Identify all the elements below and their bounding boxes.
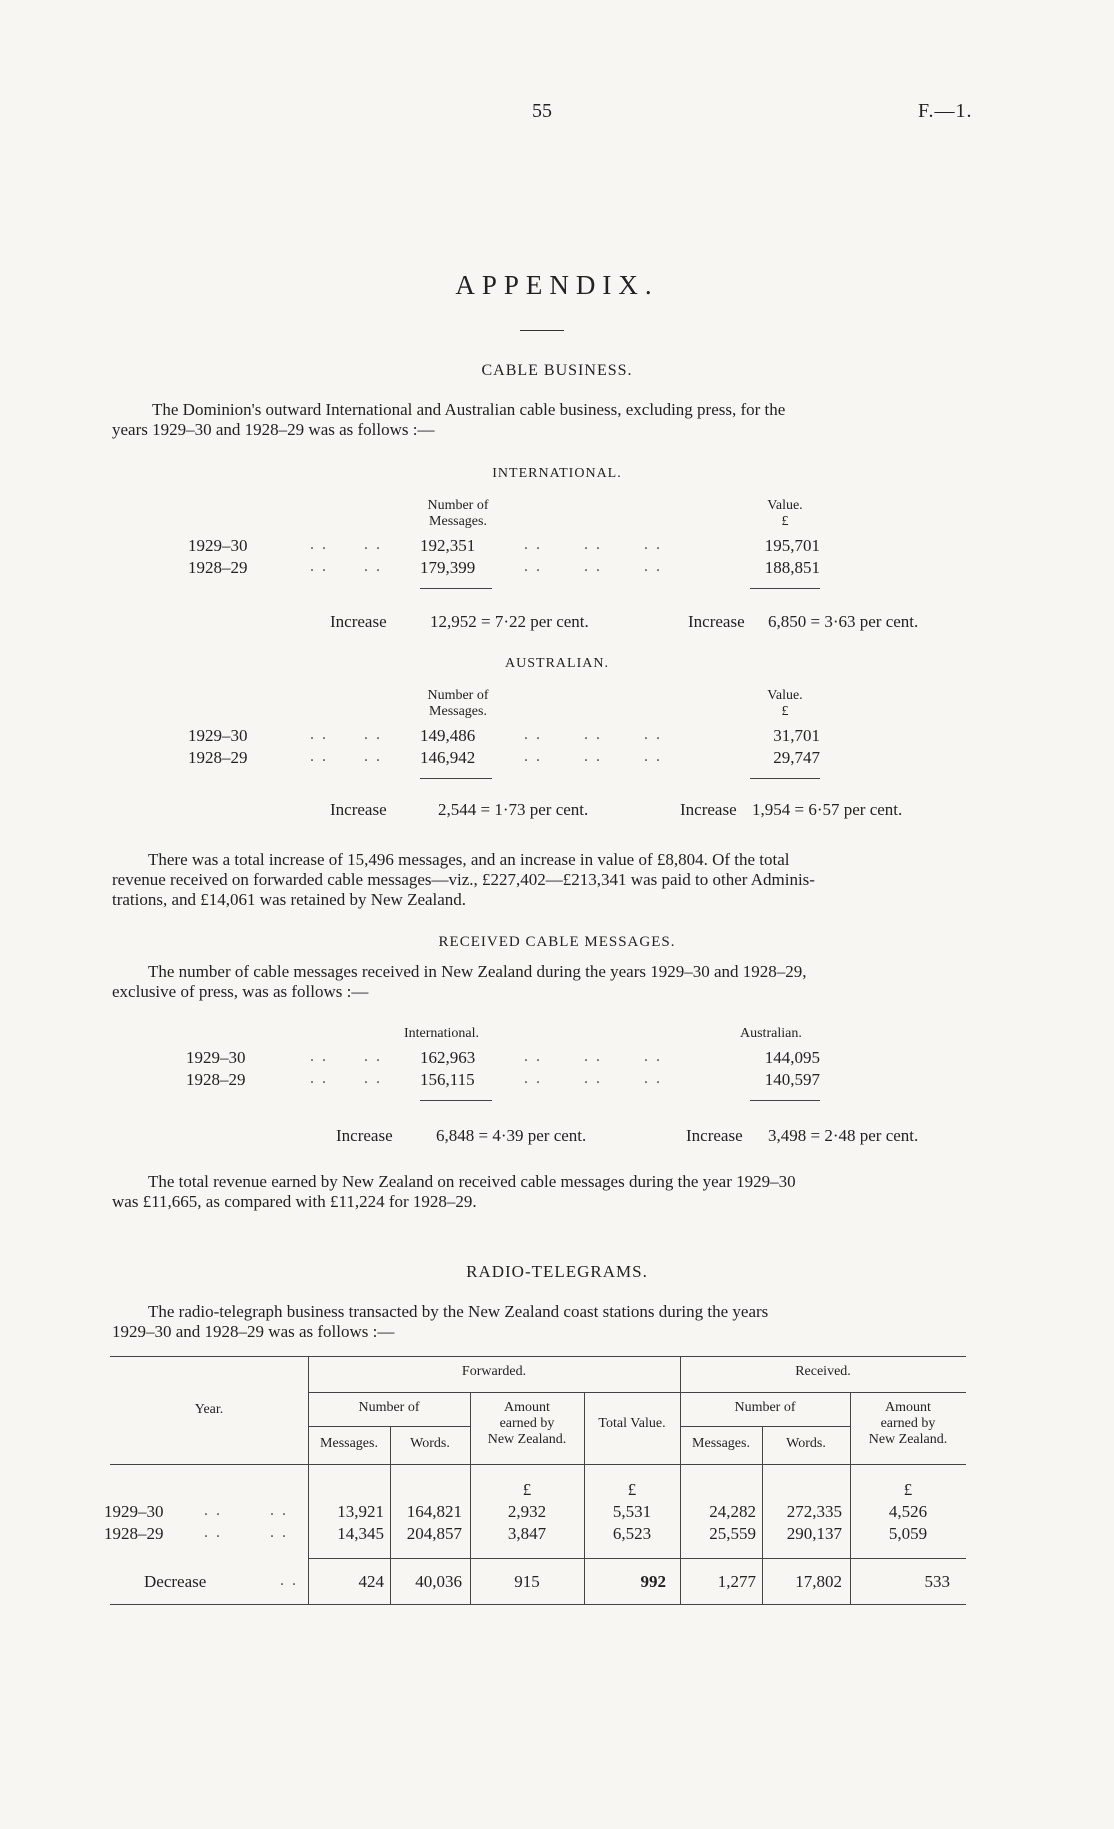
aus-messages-header-1: Number of	[427, 688, 489, 703]
leader-dots: . . . .	[204, 1524, 288, 1541]
table-group-rule	[308, 1392, 966, 1393]
fwd-amount-header-2: earned by	[499, 1416, 555, 1431]
leader-dots: . . . .	[310, 726, 382, 743]
intl-increase-value-label: Increase	[688, 612, 745, 631]
table-top-rule	[110, 1356, 966, 1357]
leader-dots: . . . . . .	[524, 748, 662, 765]
radio-row-1-rcv-words: 272,335	[786, 1502, 842, 1521]
sum-rule	[750, 1100, 820, 1101]
aus-value-header-1: Value.	[767, 688, 803, 703]
radio-heading: RADIO-TELEGRAMS.	[466, 1262, 648, 1281]
sum-rule	[750, 588, 820, 589]
intl-increase-label: Increase	[330, 612, 387, 631]
decrease-rcv-words: 17,802	[795, 1572, 842, 1591]
fwd-words-header: Words.	[410, 1436, 450, 1451]
total-increase-line-2: revenue received on forwarded cable messages—viz., £227,402—£213,341 was paid to other Adminis-	[112, 870, 815, 889]
table-header-year: Year.	[194, 1402, 224, 1417]
aus-row-1-year: 1929–30	[188, 726, 248, 745]
table-sum-rule	[308, 1558, 966, 1559]
cable-business-heading: CABLE BUSINESS.	[481, 362, 633, 379]
rcv-amount-currency: £	[903, 1480, 913, 1499]
received-increase-aus-label: Increase	[686, 1126, 743, 1145]
radio-row-1-rcv-amount: 4,526	[888, 1502, 928, 1521]
leader-dots: . . . . . .	[524, 1048, 662, 1065]
rcv-amount-header-3: New Zealand.	[868, 1432, 948, 1447]
received-intro-line-1: The number of cable messages received in New Zealand during the years 1929–30 and 1928–29,	[148, 962, 807, 981]
total-increase-line-1: There was a total increase of 15,496 messages, and an increase in value of £8,804. Of the total	[148, 850, 790, 869]
leader-dots: . . . . . .	[524, 1070, 662, 1087]
document-code: F.—1.	[918, 100, 973, 122]
intl-row-2-value: 188,851	[764, 558, 820, 577]
received-increase-label: Increase	[336, 1126, 393, 1145]
leader-dots: . . . .	[310, 558, 382, 575]
table-header-bottom-rule	[110, 1464, 966, 1465]
aus-row-2-year: 1928–29	[188, 748, 248, 767]
aus-increase-value-label: Increase	[680, 800, 737, 819]
leader-dots: . . . . . .	[524, 726, 662, 743]
received-revenue-line-2: was £11,665, as compared with £11,224 for 1928–29.	[112, 1192, 477, 1211]
radio-row-1-total: 5,531	[612, 1502, 652, 1521]
total-currency: £	[627, 1480, 637, 1499]
table-subhead-rule	[680, 1426, 850, 1427]
fwd-amount-currency: £	[522, 1480, 532, 1499]
radio-row-1-fwd-amount: 2,932	[507, 1502, 547, 1521]
radio-row-2-rcv-words: 290,137	[786, 1524, 842, 1543]
leader-dots: . . . . . .	[524, 536, 662, 553]
leader-dots: . . . .	[310, 1070, 382, 1087]
table-header-forwarded: Forwarded.	[461, 1364, 527, 1379]
aus-row-1-messages: 149,486	[420, 726, 476, 745]
intl-value-header-1: Value.	[767, 498, 803, 513]
total-increase-line-3: trations, and £14,061 was retained by New Zealand.	[112, 890, 467, 909]
fwd-amount-header-1: Amount	[504, 1400, 550, 1415]
received-row-1-aus: 144,095	[764, 1048, 820, 1067]
sum-rule	[750, 778, 820, 779]
decrease-fwd-amount: 915	[514, 1572, 540, 1591]
leader-dots: . . . .	[310, 1048, 382, 1065]
received-intl-header: International.	[404, 1026, 480, 1041]
radio-row-2-rcv-amount: 5,059	[888, 1524, 928, 1543]
appendix-title: APPENDIX.	[455, 270, 659, 300]
radio-row-1-fwd-messages: 13,921	[337, 1502, 384, 1521]
received-increase-aus: 3,498 = 2·48 per cent.	[768, 1126, 919, 1145]
radio-row-2-fwd-words: 204,857	[406, 1524, 462, 1543]
decrease-total: 992	[640, 1572, 666, 1591]
intl-row-1-year: 1929–30	[188, 536, 248, 555]
radio-row-2-fwd-amount: 3,847	[507, 1524, 547, 1543]
leader-dots: . . . . . .	[524, 558, 662, 575]
intl-messages-header-1: Number of	[427, 498, 489, 513]
intl-value-header-2: £	[781, 514, 789, 529]
received-intro-line-2: exclusive of press, was as follows :—	[112, 982, 369, 1001]
radio-row-1-year: 1929–30	[104, 1502, 164, 1521]
table-vline	[680, 1356, 681, 1604]
radio-row-1-rcv-messages: 24,282	[709, 1502, 756, 1521]
leader-dots: . .	[280, 1572, 298, 1589]
sum-rule	[420, 588, 492, 589]
page-number: 55	[532, 100, 552, 122]
received-aus-header: Australian.	[740, 1026, 802, 1041]
decrease-rcv-amount: 533	[924, 1572, 950, 1591]
radio-intro-line-2: 1929–30 and 1928–29 was as follows :—	[112, 1322, 395, 1341]
leader-dots: . . . .	[204, 1502, 288, 1519]
aus-row-2-messages: 146,942	[420, 748, 476, 767]
received-row-1-intl: 162,963	[420, 1048, 476, 1067]
decrease-label: Decrease	[144, 1572, 207, 1591]
cable-intro-line-2: years 1929–30 and 1928–29 was as follows :—	[112, 420, 435, 439]
received-revenue-line-1: The total revenue earned by New Zealand on received cable messages during the year 1929–30	[148, 1172, 796, 1191]
aus-row-2-value: 29,747	[773, 748, 820, 767]
received-increase-intl: 6,848 = 4·39 per cent.	[436, 1126, 587, 1145]
radio-row-2-total: 6,523	[612, 1524, 652, 1543]
radio-row-2-year: 1928–29	[104, 1524, 164, 1543]
received-row-2-aus: 140,597	[764, 1070, 820, 1089]
aus-increase-label: Increase	[330, 800, 387, 819]
intl-row-2-year: 1928–29	[188, 558, 248, 577]
sum-rule	[420, 778, 492, 779]
rcv-number-of-header: Number of	[734, 1400, 796, 1415]
rcv-words-header: Words.	[786, 1436, 826, 1451]
aus-row-1-value: 31,701	[773, 726, 820, 745]
received-heading: RECEIVED CABLE MESSAGES.	[438, 934, 676, 950]
aus-messages-header-2: Messages.	[429, 704, 487, 719]
table-bottom-rule	[110, 1604, 966, 1605]
rcv-amount-header-1: Amount	[885, 1400, 931, 1415]
intl-row-2-messages: 179,399	[420, 558, 476, 577]
intl-row-1-value: 195,701	[764, 536, 820, 555]
radio-row-1-fwd-words: 164,821	[406, 1502, 462, 1521]
received-row-2-year: 1928–29	[186, 1070, 246, 1089]
aus-value-header-2: £	[781, 704, 789, 719]
table-header-received: Received.	[795, 1364, 851, 1379]
title-divider	[520, 330, 564, 331]
decrease-rcv-messages: 1,277	[717, 1572, 756, 1591]
sum-rule	[420, 1100, 492, 1101]
international-heading: INTERNATIONAL.	[492, 466, 622, 481]
table-subhead-rule	[308, 1426, 470, 1427]
decrease-fwd-words: 40,036	[415, 1572, 462, 1591]
australian-heading: AUSTRALIAN.	[505, 656, 609, 671]
leader-dots: . . . .	[310, 748, 382, 765]
intl-row-1-messages: 192,351	[420, 536, 476, 555]
rcv-amount-header-2: earned by	[880, 1416, 936, 1431]
aus-increase-value: 1,954 = 6·57 per cent.	[752, 800, 903, 819]
intl-messages-header-2: Messages.	[429, 514, 487, 529]
total-value-header: Total Value.	[598, 1416, 666, 1431]
leader-dots: . . . .	[310, 536, 382, 553]
aus-increase-messages: 2,544 = 1·73 per cent.	[438, 800, 589, 819]
radio-row-2-fwd-messages: 14,345	[337, 1524, 384, 1543]
intl-increase-value: 6,850 = 3·63 per cent.	[768, 612, 919, 631]
intl-increase-messages: 12,952 = 7·22 per cent.	[430, 612, 589, 631]
rcv-messages-header: Messages.	[692, 1436, 750, 1451]
table-vline	[308, 1356, 309, 1604]
fwd-number-of-header: Number of	[358, 1400, 420, 1415]
fwd-messages-header: Messages.	[320, 1436, 378, 1451]
radio-row-2-rcv-messages: 25,559	[709, 1524, 756, 1543]
received-row-2-intl: 156,115	[420, 1070, 475, 1089]
radio-intro-line-1: The radio-telegraph business transacted by the New Zealand coast stations during the years	[148, 1302, 769, 1321]
fwd-amount-header-3: New Zealand.	[487, 1432, 567, 1447]
decrease-fwd-messages: 424	[358, 1572, 384, 1591]
cable-intro-line-1: The Dominion's outward International and Australian cable business, excluding press, for the	[152, 400, 786, 419]
received-row-1-year: 1929–30	[186, 1048, 246, 1067]
